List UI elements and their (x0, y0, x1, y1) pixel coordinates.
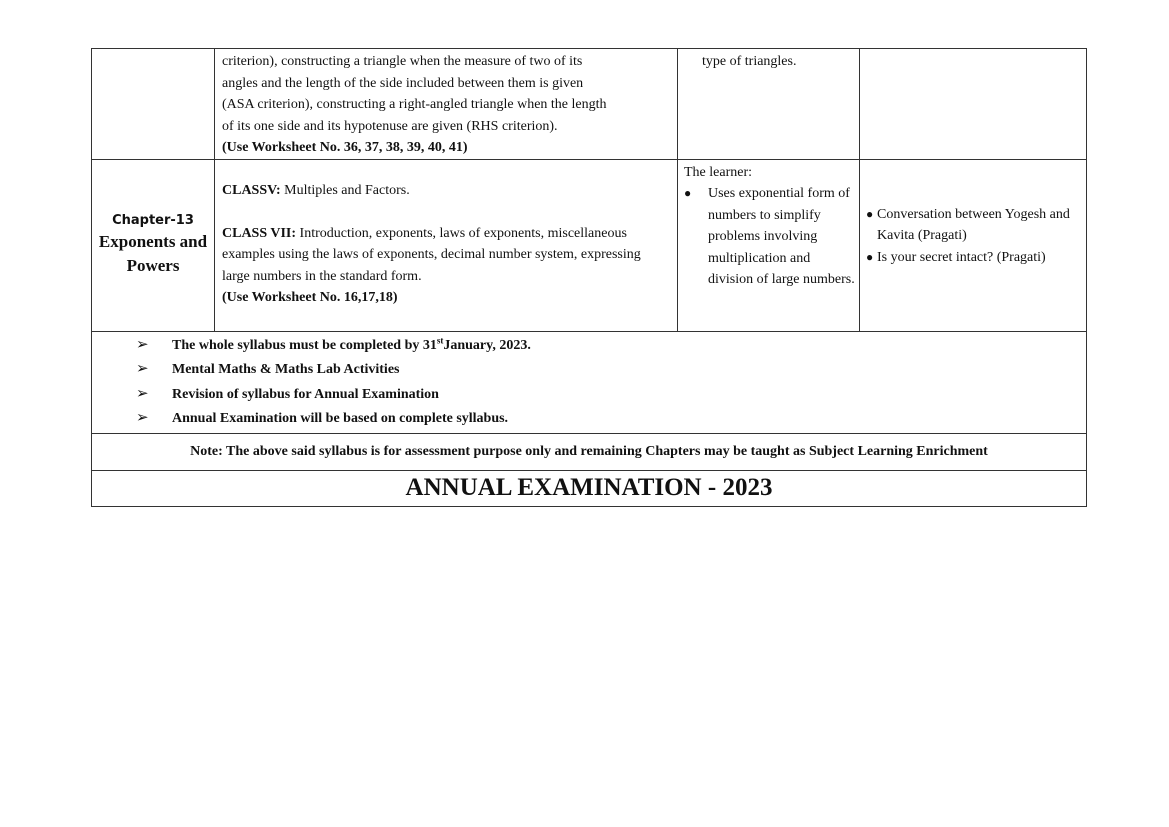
outcome-list (684, 183, 855, 291)
list-item: ● Uses exponential form of numbers to simplify problems involving multiplication and division of large numbers. (684, 183, 855, 291)
class-label: CLASSV: (222, 182, 281, 198)
class7-paragraph (222, 223, 671, 288)
chapter-cell-empty (92, 49, 215, 160)
chapter-number: Chapter-13 (112, 213, 194, 228)
note-text: The whole syllabus must be completed by 31 (172, 337, 437, 353)
note-text: Mental Maths & Maths Lab Activities (172, 362, 400, 377)
arrowhead-icon: ➢ (136, 383, 149, 402)
chapter-title: Exponents and Powers (98, 232, 208, 275)
note-item (136, 382, 1086, 407)
table-row (92, 49, 1087, 160)
spacer (222, 201, 671, 223)
notes-cell (92, 331, 1087, 433)
outcome-cell (678, 159, 860, 331)
worksheet-reference: (Use Worksheet No. 16,17,18) (222, 290, 398, 305)
assessment-note: Note: The above said syllabus is for assessment purpose only and remaining Chapters may be taught as Subject Learning Enrichment (92, 433, 1087, 470)
note-text: Annual Examination will be based on complete syllabus. (172, 411, 509, 426)
content-line: of its one side and its hypotenuse are given (RHS criterion). (222, 118, 558, 134)
note-item (136, 406, 1086, 431)
note-item (136, 333, 1086, 358)
activity-cell (860, 159, 1087, 331)
note-superscript: st (436, 334, 444, 345)
table-row (92, 470, 1087, 506)
list-item: ● Conversation between Yogesh and Kavita (Pragati) (866, 204, 1082, 247)
note-text: January, 2023. (443, 337, 531, 353)
class-topics: Introduction, exponents, laws of exponents, miscellaneous examples using the laws of exponents, decimal number system, expressing large numbers in the standard form. (222, 225, 641, 284)
content-line: (ASA criterion), constructing a right-angled triangle when the length (222, 97, 607, 112)
content-line: criterion), constructing a triangle when the measure of two of its (222, 54, 583, 69)
class-topics: Multiples and Factors. (284, 182, 410, 198)
class-label: CLASS VII: (222, 225, 297, 241)
outcome-text: type of triangles. (702, 54, 797, 69)
outcome-cell (678, 49, 860, 160)
content-cell (215, 159, 678, 331)
table-row (92, 159, 1087, 331)
note-text: Revision of syllabus for Annual Examination (172, 386, 439, 402)
table-row (92, 331, 1087, 433)
syllabus-sheet (91, 48, 1086, 507)
worksheet-reference: (Use Worksheet No. 36, 37, 38, 39, 40, 41) (222, 140, 468, 155)
chapter-cell (92, 159, 215, 331)
arrowhead-icon: ➢ (136, 359, 149, 377)
exam-title: ANNUAL EXAMINATION - 2023 (92, 470, 1087, 506)
content-cell (215, 49, 678, 160)
list-item: ● Is your secret intact? (Pragati) (866, 247, 1082, 269)
content-line: angles and the length of the side included between them is given (222, 75, 584, 91)
activity-list (866, 204, 1082, 269)
arrowhead-icon: ➢ (136, 334, 149, 353)
class5-line (222, 180, 671, 202)
note-item (136, 357, 1086, 382)
syllabus-table (91, 48, 1087, 507)
activity-cell-empty (860, 49, 1087, 160)
table-row (92, 433, 1087, 470)
outcome-intro: The learner: (684, 164, 753, 180)
arrowhead-icon: ➢ (136, 408, 149, 426)
